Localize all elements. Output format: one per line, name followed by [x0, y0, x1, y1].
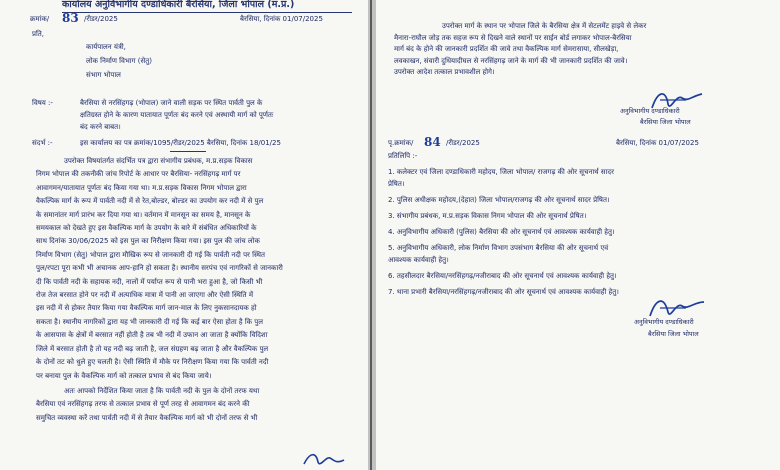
- gutter-edge: [370, 0, 372, 470]
- body-line: पुल/रपटा पूरा कभी भी अचानक आप-हानि हो सकता है। स्थानीय सरपंच एवं नागरिकों से जानकारी: [36, 264, 283, 273]
- cc-item: प्रेषित।: [388, 180, 405, 188]
- reference-label: संदर्भ :-: [32, 139, 53, 147]
- body-paragraph: [36, 155, 362, 425]
- letter-number-suffix: /रीडर/2025: [84, 15, 118, 23]
- continuation-line: मार्ग बंद के होने की जानकारी प्रदर्शित की जावे तथा वैकल्पिक मार्ग सेमरासाया, सीलखेड़ा,: [394, 45, 619, 53]
- copy-to-label: प्रतिलिपि :-: [388, 152, 418, 160]
- partial-signature: [300, 448, 350, 470]
- body-line: वैकल्पिक मार्ग के रूप में पार्वती नदी में से रेत,बोल्डर, बोल्डर का उपयोग कर नदी में से पुल: [36, 197, 264, 206]
- subject-line-1: बैरसिया से नरसिंहगढ़ (भोपाल) जाने वाली सड़क पर स्थित पार्वती पुल के: [80, 99, 263, 107]
- cc-item: 1. कलेक्टर एवं जिला दण्डाधिकारी महोदय, जिला भोपाल/ राजगढ़ की ओर सूचनार्थ सादर: [388, 168, 614, 176]
- body-line: के समानांतर मार्ग प्रारंभ कर दिया गया था। वर्तमान में मानसून का समय है, मानसून के: [36, 210, 251, 219]
- cc-item: आवश्यक कार्यवाही हेतु।: [388, 256, 449, 264]
- cc-list: [388, 166, 619, 298]
- body-line: के दोनों तट को धुले हुए चलती है। ऐसी स्थिति में मौके पर निरीक्षण किया गया कि पार्वती नदी: [36, 358, 269, 367]
- body-line: इस नदी में से होकर तैयार किया गया वैकल्पिक मार्ग जान-माल के लिए नुकसानदायक हो: [36, 304, 257, 313]
- subject-label: विषय :-: [32, 99, 53, 107]
- endorse-number-suffix: /रीडर/2025: [446, 139, 480, 147]
- continuation-line: उपरोक्त मार्ग के स्थान पर भोपाल जिले के बैरसिया क्षेत्र में सेटलमेंट हाइवे से लेकर: [442, 22, 647, 30]
- place-date: बैरसिया, दिनांक 01/07/2025: [240, 15, 323, 23]
- continuation-line: मैनारा-राघौल जोड़ तक सहज रूप से दिखने वाले स्थानों पर साईन बोर्ड लगाकर भोपाल-बैरसिया: [394, 33, 632, 42]
- continuation-line: उपरोक्त आदेश तत्काल प्रभावशील होगे।: [394, 68, 495, 76]
- seal-2-line-2: बैरसिया जिला भोपाल: [648, 330, 699, 338]
- header-underline: [62, 12, 352, 13]
- body-line: बैरसिया एवं नरसिंहगढ़ तरफ से तत्काल प्रभाव से पूर्ण तरह से आवागमन बंद करने की: [36, 400, 250, 409]
- body-line: साथ दिनांक 30/06/2025 को इस पुल का निरीक्षण किया गया। इस पुल की जांच लोक: [36, 237, 260, 246]
- addressee-line-3: संभाग भोपाल: [86, 71, 121, 79]
- cc-item: 2. पुलिस अधीक्षक महोदय,(देहात) जिला भोपाल/राजगढ़ की ओर सूचनार्थ सादर प्रेषित।: [388, 196, 610, 204]
- cc-item: 4. अनुविभागीय अधिकारी (पुलिस) बैरसिया की ओर सूचनार्थ एवं आवश्यक कार्यवाही हेतु।: [388, 228, 615, 236]
- body-line: आवागमन/यातायात पूर्णतः बंद किया गया था। म.प्र.सड़क विकास निगम भोपाल द्वारा: [36, 183, 247, 192]
- seal-2-line-1: अनुविभागीय दण्डाधिकारी: [634, 318, 694, 326]
- addressee-line-1: कार्यपालन यंत्री,: [86, 43, 126, 51]
- separator-line: [170, 151, 206, 152]
- cc-item: 5. अनुविभागीय अधिकारी, लोक निर्माण विभाग उपसंभाग बैरसिया की ओर सूचनार्थ एवं: [388, 244, 609, 252]
- subject-line-2: क्षतिग्रस्त होने के कारण यातायात पूर्णतः बंद करने एवं अस्थायी मार्ग को पूर्णतः: [80, 111, 274, 119]
- prati-label: प्रति,: [32, 30, 45, 38]
- body-line: समयकाल को देखते हुए इस वैकल्पिक मार्ग के उपयोग के बारे में संबंधित अधिकारियों के: [36, 224, 257, 233]
- reference-text: इस कार्यालय का पत्र क्रमांक/1095/रीडर/2025 बैरसिया, दिनांक 18/01/25: [80, 139, 281, 147]
- body-line: सकता है। स्थानीय नागरिकों द्वारा यह भी जानकारी दी गई कि कई बार ऐसा होता है कि पुल: [36, 317, 263, 326]
- right-page: [376, 0, 780, 470]
- body-line: अतः आपको निर्देशित किया जाता है कि पार्वती नदी के पुल के दोनों तरफ यथा: [64, 386, 260, 395]
- cc-item: 6. तहसीलदार बैरसिया/नरसिंहगढ़/नजीराबाद की ओर सूचनार्थ एवं आवश्यक कार्यवाही हेतु।: [388, 272, 617, 280]
- subject-line-3: बंद करने बाबत।: [80, 123, 121, 131]
- cc-item: 3. संभागीय प्रबंधक, म.प्र.सड़क विकास निगम भोपाल की ओर सूचनार्थ प्रेषित।: [388, 212, 587, 220]
- letter-number-handwritten: 83: [62, 11, 79, 25]
- office-header-title: कार्यालय अनुविभागीय दण्डाधिकारी बैरसिया, जिला भोपाल (म.प्र.): [62, 0, 295, 10]
- left-page: [0, 0, 368, 470]
- body-line: समुचित व्यवस्था करें तथा पार्वती नदी में से तैयार वैकल्पिक मार्ग को भी दोनों तरफ से भी: [36, 413, 258, 422]
- continuation-paragraph: [394, 21, 774, 79]
- endorse-number-label: पृ.क्रमांक/: [388, 139, 414, 147]
- body-line: रोज तेज बरसात होने पर नदी में अत्याधिक मात्रा में पानी आ जाएगा और ऐसी स्थिति में: [36, 291, 254, 300]
- body-line: निर्माण विभाग (सेतु) भोपाल द्वारा मौखिक रूप से जानकारी दी गई कि पार्वती नदी पर स्थित: [36, 250, 265, 259]
- body-line: उपरोक्त विषयांतर्गत संदर्भित पत्र द्वारा संभागीय प्रबंधक, म.प्र.सड़क विकास: [64, 157, 253, 165]
- seal-1-line-1: अनुविभागीय दण्डाधिकारी: [620, 107, 680, 115]
- body-line: के आसपास के क्षेत्रों में बरसात नहीं होती है तब भी नदी में उफान आ जाता है क्योंकि विदिशा: [36, 331, 268, 340]
- body-line: पर बनाया पुल के वैकल्पिक मार्ग को तत्काल प्रभाव से बंद किया जाये।: [36, 371, 212, 380]
- body-line: निगम भोपाल की तकनीकी जांच रिपोर्ट के आधार पर बैरसिया- नरसिंहगढ़ मार्ग पर: [36, 170, 241, 179]
- body-line: दी कि पार्वती नदी के सहायक नदी, नालों में पर्याप्त रूप से पानी भरा हुआ है, जो किसी भी: [36, 277, 263, 286]
- addressee-line-2: लोक निर्माण विभाग (सेतु): [86, 57, 152, 65]
- seal-1-line-2: बैरसिया जिला भोपाल: [640, 118, 691, 126]
- letter-number-label: क्रमांक/: [30, 15, 50, 23]
- body-line: जिले में बरसात होती है तो यह नदी बढ़ जाती है, जल संग्रहण बढ़ जाता है और वैकल्पिक पुल: [36, 344, 269, 353]
- endorse-number-handwritten: 84: [424, 135, 441, 149]
- cc-item: 7. थाना प्रभारी बैरसिया/नरसिंहगढ़/नजीराबाद की ओर सूचनार्थ एवं आवश्यक कार्यवाही हेतु।: [388, 288, 619, 296]
- endorse-place-date: बैरसिया, दिनांक 01/07/2025: [616, 139, 699, 147]
- continuation-line: लवकाखन, संवारी दुधियादीघल से नरसिंहगढ़ जाने के मार्ग की भी जानकारी प्रदर्शित की जावे।: [394, 56, 628, 65]
